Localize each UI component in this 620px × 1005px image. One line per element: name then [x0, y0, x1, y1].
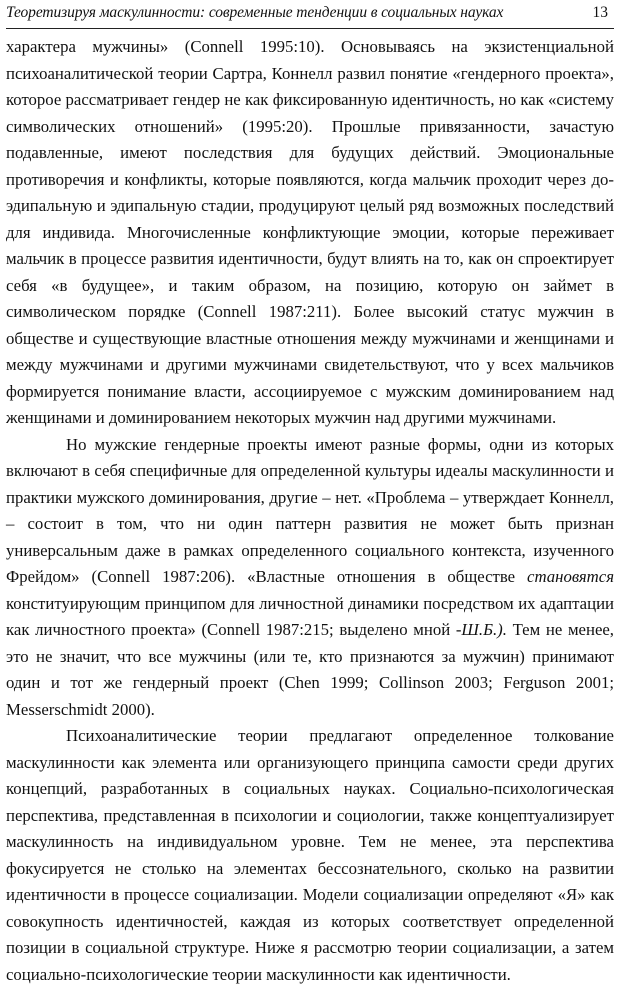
- body-text: [6, 34, 614, 988]
- author-initials: -Ш.Б.).: [455, 620, 507, 639]
- paragraph-continuation: характера мужчины» (Connell 1995:10). Основываясь на экзистенциальной психоаналитической теории Сартра, Коннелл развил понятие «гендерного проекта», которое рассматривает гендер не как фиксированную идентичность, но как «систему символических отношений» (1995:20). Прошлые привязанности, зачастую подавленные, имеют последствия для будущих действий. Эмоциональные противоречия и конфликты, которые появляются, когда мальчик проходит через до-эдипальную и эдипальную стадии, продуцируют целый ряд возможных последствий для индивида. Многочисленные конфликтующие эмоции, которые переживает мальчик в процессе развития идентичности, будут влиять на то, как он спроектирует себя «в будущее», и таким образом, на позицию, которую он займет в символическом порядке (Connell 1987:211). Более высокий статус мужчин в обществе и существующие властные отношения между мужчинами и женщинами и между мужчинами и другими мужчинами свидетельствуют, что у всех мальчиков формируется понимание власти, ассоциируемое с мужским доминированием над женщинами и доминированием некоторых мужчин над другими мужчинами.: [6, 37, 614, 427]
- running-header: [6, 0, 614, 29]
- page-number: 13: [592, 4, 608, 21]
- paragraph-text: конституирующим принципом для личностной динамики посредством их адаптации как личностного проекта» (Connell 1987:215; выделено мной: [6, 593, 614, 639]
- paragraph-psychoanalytic-theories: Психоаналитические теории предлагают определенное толкование маскулинности как элемента или организующего принципа самости среди других концепций, разработанных в социальных науках. Социально-психологическая перспектива, представленная в психологии и социологии, также концептуализирует маскулинность на индивидуальном уровне. Тем не менее, эта перспектива фокусируется не столько на элементах бессознательного, сколько на развитии идентичности в процессе социализации. Модели социализации определяют «Я» как совокупность идентичностей, каждая из которых соответствует определенной позиции в социальной структуре. Ниже я рассмотрю теории социализации, а затем социально-психологические теории маскулинности как идентичности.: [6, 726, 614, 984]
- paragraph-text: Но мужские гендерные проекты имеют разные формы, одни из которых включают в себя специфичные для определенной культуры идеалы маскулинности и практики мужского доминирования, другие – нет. «Проблема – утверждает Коннелл, – состоит в том, что ни один паттерн развития не может быть признан универсальным даже в рамках определенного социального контекста, изученного Фрейдом» (Connell 1987:206). «Властные отношения в обществе: [6, 434, 614, 586]
- running-title: Теоретизируя маскулинности: современные тенденции в социальных науках: [6, 4, 504, 21]
- paragraph-gender-projects: [6, 432, 614, 724]
- paragraph-text: Тем не менее, это не значит, что все мужчины (или те, кто признаются за мужчин) принимают один и тот же гендерный проект (Chen 1999; Collinson 2003; Ferguson 2001; Messerschmidt 2000).: [6, 620, 614, 719]
- emphasis-text: становятся: [527, 567, 614, 586]
